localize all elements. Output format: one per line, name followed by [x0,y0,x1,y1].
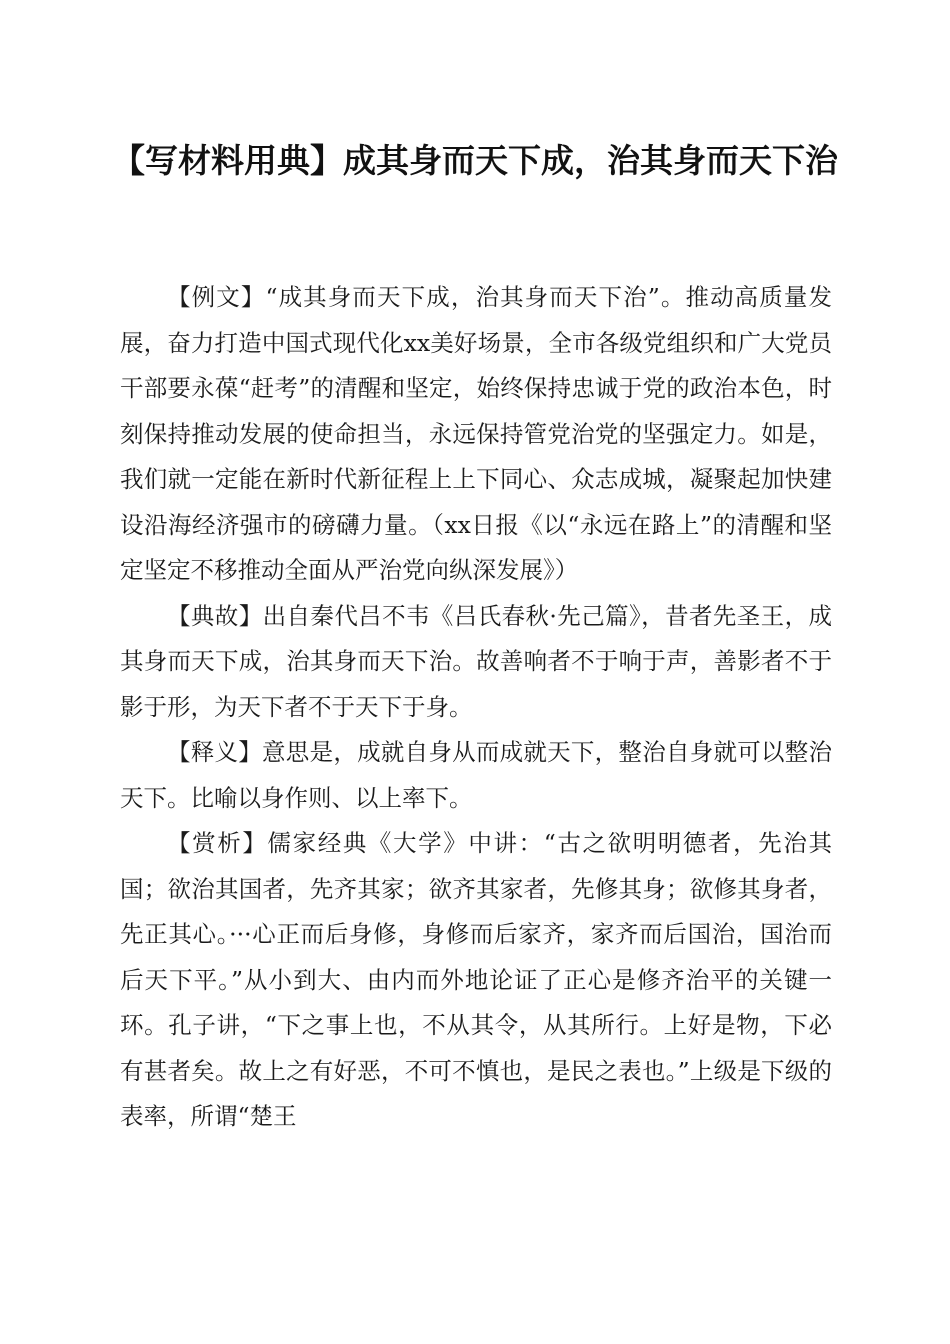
paragraph-meaning [120,730,832,821]
document-body [120,275,832,1140]
document-title: 【写材料用典】成其身而天下成，治其身而天下治 [112,141,838,180]
paragraph-analysis [120,821,832,1140]
paragraph-tag: 【赏析】 [167,829,268,857]
paragraph-allusion [120,594,832,731]
paragraph-tag: 【典故】 [167,601,263,630]
paragraph-text: 意思是，成就自身从而成就天下，整治自身就可以整治天下。比喻以身作则、以上率下。 [120,738,833,812]
paragraph-tag: 【例文】 [167,283,266,311]
paragraph-example [120,275,832,594]
paragraph-text: 儒家经典《大学》中讲：“古之欲明明德者，先治其国；欲治其国者，先齐其家；欲齐其家者，先修其身；欲修其身者，先正其心。···心正而后身修，身修而后家齐，家齐而后国治，国治而后天下平。”从小到大、由内而外地论证了正心是修齐治平的关键一环。孔子讲，“下之事上也，不从其令，从其所行。上好是物，下必有甚者矣。故上之有好恶，不可不慎也，是民之表也。”上级是下级的表率，所谓“楚王 [120,829,833,1130]
paragraph-text: 出自秦代吕不韦《吕氏春秋·先己篇》，昔者先圣王，成其身而天下成，治其身而天下治。故善响者不于响于声，善影者不于影于形，为天下者不于天下于身。 [120,601,832,721]
paragraph-text: “成其身而天下成，治其身而天下治”。推动高质量发展，奋力打造中国式现代化xx美好场景，全市各级党组织和广大党员干部要永葆“赶考”的清醒和坚定，始终保持忠诚于党的政治本色，时刻保持推动发展的使命担当，永远保持管党治党的坚强定力。如是，我们就一定能在新时代新征程上上下同心、众志成城，凝聚起加快建设沿海经济强市的磅礴力量。（xx日报《以“永远在路上”的清醒和坚定坚定不移推动全面从严治党向纵深发展》） [120,283,833,584]
paragraph-tag: 【释义】 [167,738,263,766]
